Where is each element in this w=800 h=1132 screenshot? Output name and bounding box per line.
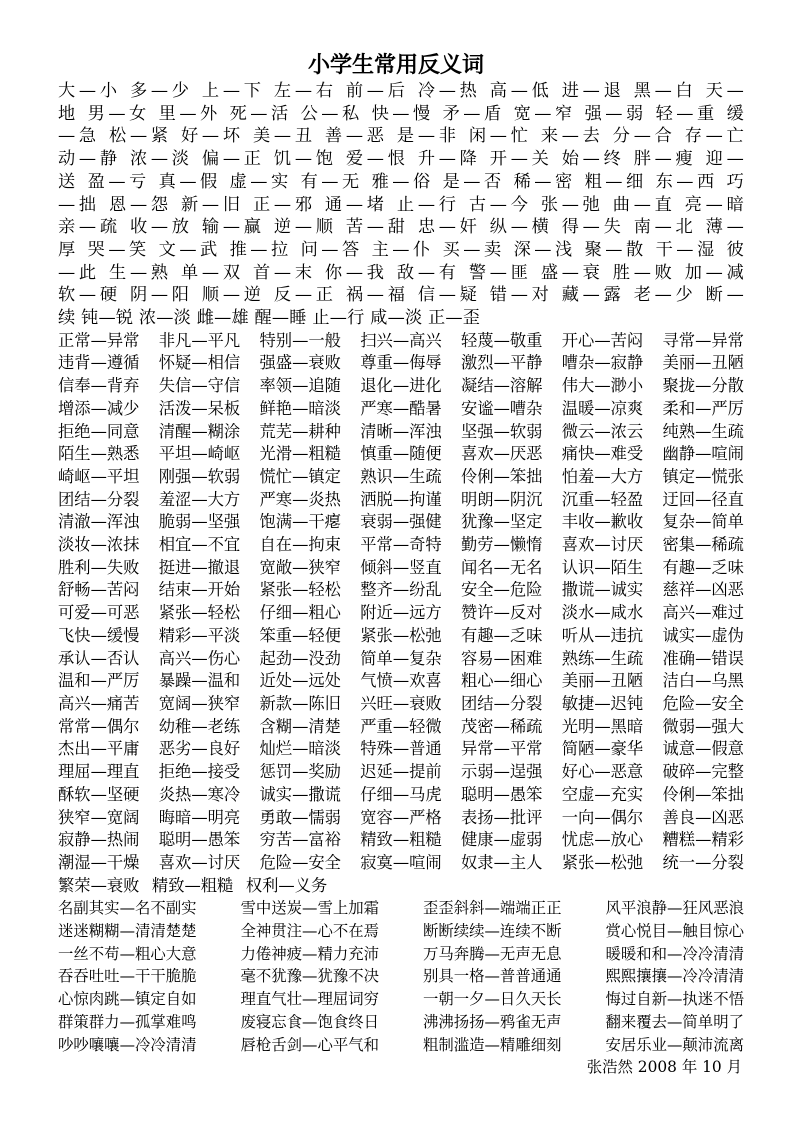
word-pair: 纯熟—生疏 (662, 421, 744, 441)
word-pair: 荒芜—耕种 (259, 421, 341, 441)
word-pair: 精致—粗糙 (151, 875, 234, 895)
word-pair: 惩罚—奖励 (259, 762, 341, 782)
word-pair: 繁荣—衰败 (58, 875, 140, 895)
word-pair: 特殊—普通 (360, 739, 442, 759)
word-pair: 诚意—假意 (662, 739, 744, 759)
word-pair-row (58, 511, 744, 534)
word-pair-row (58, 489, 744, 512)
word-pair: 拒绝—同意 (58, 421, 140, 441)
word-pair-row (58, 648, 744, 671)
word-pair: 紧张—松弛 (561, 852, 644, 872)
word-pair: 温和—严厉 (58, 671, 140, 691)
word-pair: 穷苦—富裕 (259, 830, 341, 850)
word-pair: 率领—追随 (259, 376, 341, 396)
word-pair: 柔和—严厉 (662, 398, 744, 418)
word-pair: 健康—虚弱 (461, 830, 543, 850)
word-pair-row (58, 534, 744, 557)
word-pair: 忧虑—放心 (561, 830, 644, 850)
word-pair: 宽敞—狭窄 (259, 557, 341, 577)
word-pair: 空虚—充实 (561, 784, 644, 804)
word-pair: 容易—困难 (461, 648, 543, 668)
word-pair: 迟延—提前 (360, 762, 442, 782)
idiom-pair: 力倦神疲—精力充沛 (240, 944, 380, 963)
word-pair: 光滑—粗糙 (259, 444, 341, 464)
word-pair: 寂寞—喧闹 (360, 852, 442, 872)
word-pair: 精彩—平淡 (158, 625, 241, 645)
word-pair: 幽静—喧闹 (662, 444, 744, 464)
word-pair: 飞快—缓慢 (58, 625, 140, 645)
word-pair: 陌生—熟悉 (58, 444, 140, 464)
word-pair: 自在—拘束 (259, 535, 341, 555)
word-pair: 气愤—欢喜 (360, 671, 442, 691)
word-pair-row (58, 398, 744, 421)
word-pair: 嘈杂—寂静 (561, 353, 644, 373)
single-char-antonyms (58, 80, 744, 330)
idiom-pair: 歪歪斜斜—端端正正 (422, 899, 562, 918)
idiom-pair: 悔过自新—执迷不悟 (605, 990, 744, 1009)
word-pair: 强盛—衰败 (259, 353, 341, 373)
word-pair: 舒畅—苦闷 (58, 580, 140, 600)
word-pair: 简陋—豪华 (561, 739, 644, 759)
single-char-line: —急 松—紧 好—坏 美—丑 善—恶 是—非 闲—忙 来—去 分—合 存—亡 (58, 126, 744, 147)
word-pair: 严重—轻微 (360, 716, 442, 736)
word-pair: 退化—进化 (360, 376, 442, 396)
word-pair: 结束—开始 (158, 580, 241, 600)
word-pair: 熟识—生疏 (360, 466, 442, 486)
word-pair: 刚强—软弱 (158, 466, 241, 486)
idiom-pair: 赏心悦目—触目惊心 (605, 922, 744, 941)
word-pair: 怀疑—相信 (158, 353, 241, 373)
word-pair: 开心—苦闷 (561, 330, 644, 350)
word-pair-row (58, 829, 744, 852)
word-pair-row (58, 557, 744, 580)
idiom-pair: 唇枪舌剑—心平气和 (240, 1035, 380, 1054)
word-pair: 笨重—轻便 (259, 625, 341, 645)
word-pair: 喜欢—讨厌 (158, 852, 241, 872)
single-char-line: 送 盈—亏 真—假 虚—实 有—无 雅—俗 是—否 稀—密 粗—细 东—西 巧 (58, 171, 744, 192)
word-pair: 准确—错误 (662, 648, 744, 668)
word-pair: 团结—分裂 (461, 693, 543, 713)
word-pair: 慌忙—镇定 (259, 466, 341, 486)
word-pair: 聪明—愚笨 (158, 830, 241, 850)
word-pair: 洒脱—拘谨 (360, 489, 442, 509)
word-pair: 激烈—平静 (461, 353, 543, 373)
word-pair: 丰收—歉收 (561, 512, 644, 532)
word-pair: 慎重—随便 (360, 444, 442, 464)
word-pair: 一向—偶尔 (561, 807, 644, 827)
word-pair: 坚强—软弱 (461, 421, 543, 441)
word-pair: 破碎—完整 (662, 762, 744, 782)
word-pair: 清澈—浑浊 (58, 512, 140, 532)
word-pair: 简单—复杂 (360, 648, 442, 668)
word-pair-row (58, 602, 744, 625)
idiom-pair: 别具一格—普普通通 (422, 967, 562, 986)
idiom-pair: 暖暖和和—冷冷清清 (605, 944, 744, 963)
word-pair: 羞涩—大方 (158, 489, 241, 509)
word-pair: 正常—异常 (58, 330, 140, 350)
word-pair: 恶劣—良好 (158, 739, 241, 759)
word-pair: 寂静—热闹 (58, 830, 140, 850)
idiom-antonyms (58, 897, 744, 1056)
word-pair: 附近—远方 (360, 603, 442, 623)
single-char-line: 大—小 多—少 上—下 左—右 前—后 冷—热 高—低 进—退 黑—白 天— (58, 81, 744, 101)
word-pair: 严寒—酷暑 (360, 398, 442, 418)
word-pair: 团结—分裂 (58, 489, 140, 509)
word-pair-row (58, 579, 744, 602)
idiom-pair-row (58, 897, 744, 920)
idiom-pair: 理直气壮—理屈词穷 (240, 990, 380, 1009)
word-pair: 高兴—痛苦 (58, 693, 140, 713)
word-pair: 理屈—理直 (58, 762, 140, 782)
word-pair: 仔细—粗心 (259, 603, 341, 623)
word-pair: 安谧—嘈杂 (461, 398, 543, 418)
idiom-pair-row (58, 1011, 744, 1034)
idiom-pair: 名副其实—名不副实 (58, 899, 197, 918)
word-pair: 挺进—撤退 (158, 557, 241, 577)
word-pair: 违背—遵循 (58, 353, 140, 373)
word-pair: 喜欢—厌恶 (461, 444, 543, 464)
idiom-pair: 沸沸扬扬—鸦雀无声 (422, 1012, 562, 1031)
word-pair: 复杂—简单 (662, 512, 744, 532)
word-pair: 鲜艳—暗淡 (259, 398, 341, 418)
word-pair: 伶俐—笨拙 (461, 466, 543, 486)
idiom-pair: 迷迷糊糊—清清楚楚 (58, 922, 197, 941)
idiom-pair: 一丝不苟—粗心大意 (58, 944, 197, 963)
idiom-pair: 吵吵嚷嚷—冷冷清清 (58, 1035, 197, 1054)
idiom-pair-row (58, 965, 744, 988)
idiom-pair: 群策群力—孤掌难鸣 (58, 1012, 197, 1031)
word-pair: 伟大—渺小 (561, 376, 644, 396)
word-pair: 紧张—轻松 (158, 603, 241, 623)
word-pair: 美丽—丑陋 (561, 671, 644, 691)
word-pair-row (58, 625, 744, 648)
word-pair: 粗心—细心 (461, 671, 543, 691)
word-pair: 紧张—轻松 (259, 580, 341, 600)
idiom-pair: 雪中送炭—雪上加霜 (240, 899, 380, 918)
word-pair: 诚实—虚伪 (662, 625, 744, 645)
word-pair: 仔细—马虎 (360, 784, 442, 804)
word-pair: 非凡—平凡 (158, 330, 241, 350)
word-pair: 含糊—清楚 (259, 716, 341, 736)
single-char-line: 亲—疏 收—放 输—赢 逆—顺 苦—甜 忠—奸 纵—横 得—失 南—北 薄— (58, 217, 744, 238)
idiom-pair: 风平浪静—狂风恶浪 (605, 899, 744, 918)
word-pair: 相宜—不宜 (158, 535, 241, 555)
idiom-pair-row (58, 988, 744, 1011)
word-pair: 紧张—松弛 (360, 625, 442, 645)
word-pair: 敏捷—迟钝 (561, 693, 644, 713)
word-pair: 炎热—寒冷 (158, 784, 241, 804)
word-pair: 倾斜—竖直 (360, 557, 442, 577)
word-pair-row (58, 352, 744, 375)
word-pair: 晦暗—明亮 (158, 807, 241, 827)
word-pair-row (58, 693, 744, 716)
word-pair: 美丽—丑陋 (662, 353, 744, 373)
word-pair: 明朗—阴沉 (461, 489, 543, 509)
word-pair: 杰出—平庸 (58, 739, 140, 759)
idiom-pair: 毫不犹豫—犹豫不决 (240, 967, 380, 986)
word-pair: 淡妆—浓抹 (58, 535, 140, 555)
word-pair: 闻名—无名 (461, 557, 543, 577)
word-pair: 安全—危险 (461, 580, 543, 600)
word-pair: 狭窄—宽阔 (58, 807, 140, 827)
word-pair: 勇敢—懦弱 (259, 807, 341, 827)
word-pair: 熟练—生疏 (561, 648, 644, 668)
word-pair: 常常—偶尔 (58, 716, 140, 736)
word-pair: 灿烂—暗淡 (259, 739, 341, 759)
word-pair: 认识—陌生 (561, 557, 644, 577)
word-pair: 听从—违抗 (561, 625, 644, 645)
word-pair: 温暖—凉爽 (561, 398, 644, 418)
word-pair: 怕羞—大方 (561, 466, 644, 486)
word-pair: 危险—安全 (662, 693, 744, 713)
word-pair: 暴躁—温和 (158, 671, 241, 691)
word-pair: 撒谎—诚实 (561, 580, 644, 600)
word-pair: 聪明—愚笨 (461, 784, 543, 804)
word-pair: 统一—分裂 (662, 852, 744, 872)
idiom-pair: 全神贯注—心不在焉 (240, 922, 380, 941)
word-pair-row (58, 738, 744, 761)
document-page (58, 50, 744, 1079)
word-pair: 清晰—浑浊 (360, 421, 442, 441)
word-pair: 伶俐—笨拙 (662, 784, 744, 804)
word-pair: 权利—义务 (245, 875, 328, 895)
single-char-line: 续 钝—锐 浓—淡 雌—雄 醒—睡 止—行 咸—淡 正—歪 (58, 308, 481, 329)
idiom-pair: 废寝忘食—饱食终日 (240, 1012, 380, 1031)
word-pair-row (58, 421, 744, 444)
word-pair: 轻蔑—敬重 (461, 330, 543, 350)
word-pair: 聚拢—分散 (662, 376, 744, 396)
word-pair: 异常—平常 (461, 739, 543, 759)
word-pair: 微云—浓云 (561, 421, 644, 441)
word-pair: 活泼—呆板 (158, 398, 241, 418)
idiom-pair: 粗制滥造—精雕细刻 (422, 1035, 562, 1054)
word-pair: 整齐—纷乱 (360, 580, 442, 600)
word-pair: 清醒—糊涂 (158, 421, 241, 441)
word-pair-row (58, 330, 744, 353)
word-pair: 幼稚—老练 (158, 716, 241, 736)
word-pair: 宽阔—狭窄 (158, 693, 241, 713)
word-pair: 淡水—咸水 (561, 603, 644, 623)
word-pair-row (58, 716, 744, 739)
word-pair-row (58, 852, 744, 875)
single-char-line: —拙 恩—怨 新—旧 正—邪 通—堵 止—行 古—今 张—弛 曲—直 亮—暗 (58, 194, 744, 215)
idiom-pair-row (58, 920, 744, 943)
word-pair-row (58, 761, 744, 784)
page-title: 小学生常用反义词 (307, 52, 484, 78)
word-pair: 脆弱—坚强 (158, 512, 241, 532)
word-pair: 糟糕—精彩 (662, 830, 744, 850)
single-char-line: 厚 哭—笑 文—武 推—拉 问—答 主—仆 买—卖 深—浅 聚—散 干—湿 彼 (58, 239, 744, 260)
word-pair: 表扬—批评 (461, 807, 543, 827)
word-pair: 密集—稀疏 (662, 535, 744, 555)
word-pair: 新款—陈旧 (259, 693, 341, 713)
word-pair-row (58, 466, 744, 489)
word-pair: 平常—奇特 (360, 535, 442, 555)
word-pair: 有趣—乏味 (461, 625, 543, 645)
word-pair: 危险—安全 (259, 852, 341, 872)
word-pair: 酥软—坚硬 (58, 784, 140, 804)
word-pair: 增添—减少 (58, 398, 140, 418)
word-pair: 拒绝—接受 (158, 762, 241, 782)
word-pair: 扫兴—高兴 (360, 330, 442, 350)
word-pair: 寻常—异常 (662, 330, 744, 350)
word-pair: 胜利—失败 (58, 557, 140, 577)
word-pair-row (58, 375, 744, 398)
word-pair: 好心—恶意 (561, 762, 644, 782)
word-pair: 失信—守信 (158, 376, 241, 396)
word-pair: 茂密—稀疏 (461, 716, 543, 736)
idiom-pair: 安居乐业—颠沛流离 (605, 1035, 744, 1054)
word-pair: 特别—一般 (259, 330, 341, 350)
word-pair-row (58, 807, 744, 830)
word-pair: 高兴—伤心 (158, 648, 241, 668)
word-pair: 示弱—逞强 (461, 762, 543, 782)
idiom-pair-row (58, 943, 744, 966)
word-pair: 信奉—背弃 (58, 376, 140, 396)
single-char-line: 软—硬 阴—阳 顺—逆 反—正 祸—福 信—疑 错—对 藏—露 老—少 断— (58, 285, 744, 306)
word-pair: 喜欢—讨厌 (561, 535, 644, 555)
word-pair: 崎岖—平坦 (58, 466, 140, 486)
word-pair: 承认—否认 (58, 648, 140, 668)
word-pair: 迂回—径直 (662, 489, 744, 509)
word-pair-row (58, 875, 744, 898)
word-pair: 严寒—炎热 (259, 489, 341, 509)
word-pair-row (58, 784, 744, 807)
idiom-pair: 万马奔腾—无声无息 (422, 944, 562, 963)
two-char-antonyms (58, 330, 744, 898)
word-pair: 凝结—溶解 (461, 376, 543, 396)
word-pair: 宽容—严格 (360, 807, 442, 827)
word-pair: 痛快—难受 (561, 444, 644, 464)
word-pair: 洁白—乌黑 (662, 671, 744, 691)
idiom-pair: 熙熙攘攘—冷冷清清 (605, 967, 744, 986)
word-pair: 近处—远处 (259, 671, 341, 691)
single-char-line: 地 男—女 里—外 死—活 公—私 快—慢 矛—盾 宽—窄 强—弱 轻—重 缓 (58, 103, 744, 124)
word-pair: 有趣—乏味 (662, 557, 744, 577)
word-pair: 精致—粗糙 (360, 830, 442, 850)
word-pair-row (58, 443, 744, 466)
word-pair: 平坦—崎岖 (158, 444, 241, 464)
word-pair: 沉重—轻盈 (561, 489, 644, 509)
word-pair: 慈祥—凶恶 (662, 580, 744, 600)
word-pair: 镇定—慌张 (662, 466, 744, 486)
idiom-pair: 心惊肉跳—镇定自如 (58, 990, 197, 1009)
single-char-line: —此 生—熟 单—双 首—末 你—我 敌—有 警—匪 盛—衰 胜—败 加—减 (58, 262, 744, 283)
word-pair: 微弱—强大 (662, 716, 744, 736)
word-pair: 奴隶—主人 (461, 852, 543, 872)
word-pair: 诚实—撒谎 (259, 784, 341, 804)
author-signature: 张浩然 2008 年 10 月 (586, 1058, 742, 1077)
word-pair: 尊重—侮辱 (360, 353, 442, 373)
word-pair: 兴旺—衰败 (360, 693, 442, 713)
idiom-pair: 一朝一夕—日久天长 (422, 990, 562, 1009)
word-pair: 饱满—干瘪 (259, 512, 341, 532)
idiom-pair: 翻来覆去—简单明了 (605, 1012, 744, 1031)
word-pair: 潮湿—干燥 (58, 852, 140, 872)
word-pair: 光明—黑暗 (561, 716, 644, 736)
idiom-pair-row (58, 1034, 744, 1057)
word-pair: 赞许—反对 (461, 603, 543, 623)
word-pair: 可爱—可恶 (58, 603, 140, 623)
word-pair: 高兴—难过 (662, 603, 744, 623)
single-char-line: 动—静 浓—淡 偏—正 饥—饱 爱—恨 升—降 开—关 始—终 胖—瘦 迎— (58, 149, 744, 170)
word-pair: 犹豫—坚定 (461, 512, 543, 532)
idiom-pair: 断断续续—连续不断 (422, 922, 562, 941)
word-pair: 衰弱—强健 (360, 512, 442, 532)
idiom-pair: 吞吞吐吐—干干脆脆 (58, 967, 197, 986)
word-pair: 勤劳—懒惰 (461, 535, 543, 555)
word-pair-row (58, 670, 744, 693)
word-pair: 起劲—没劲 (259, 648, 341, 668)
word-pair: 善良—凶恶 (662, 807, 744, 827)
